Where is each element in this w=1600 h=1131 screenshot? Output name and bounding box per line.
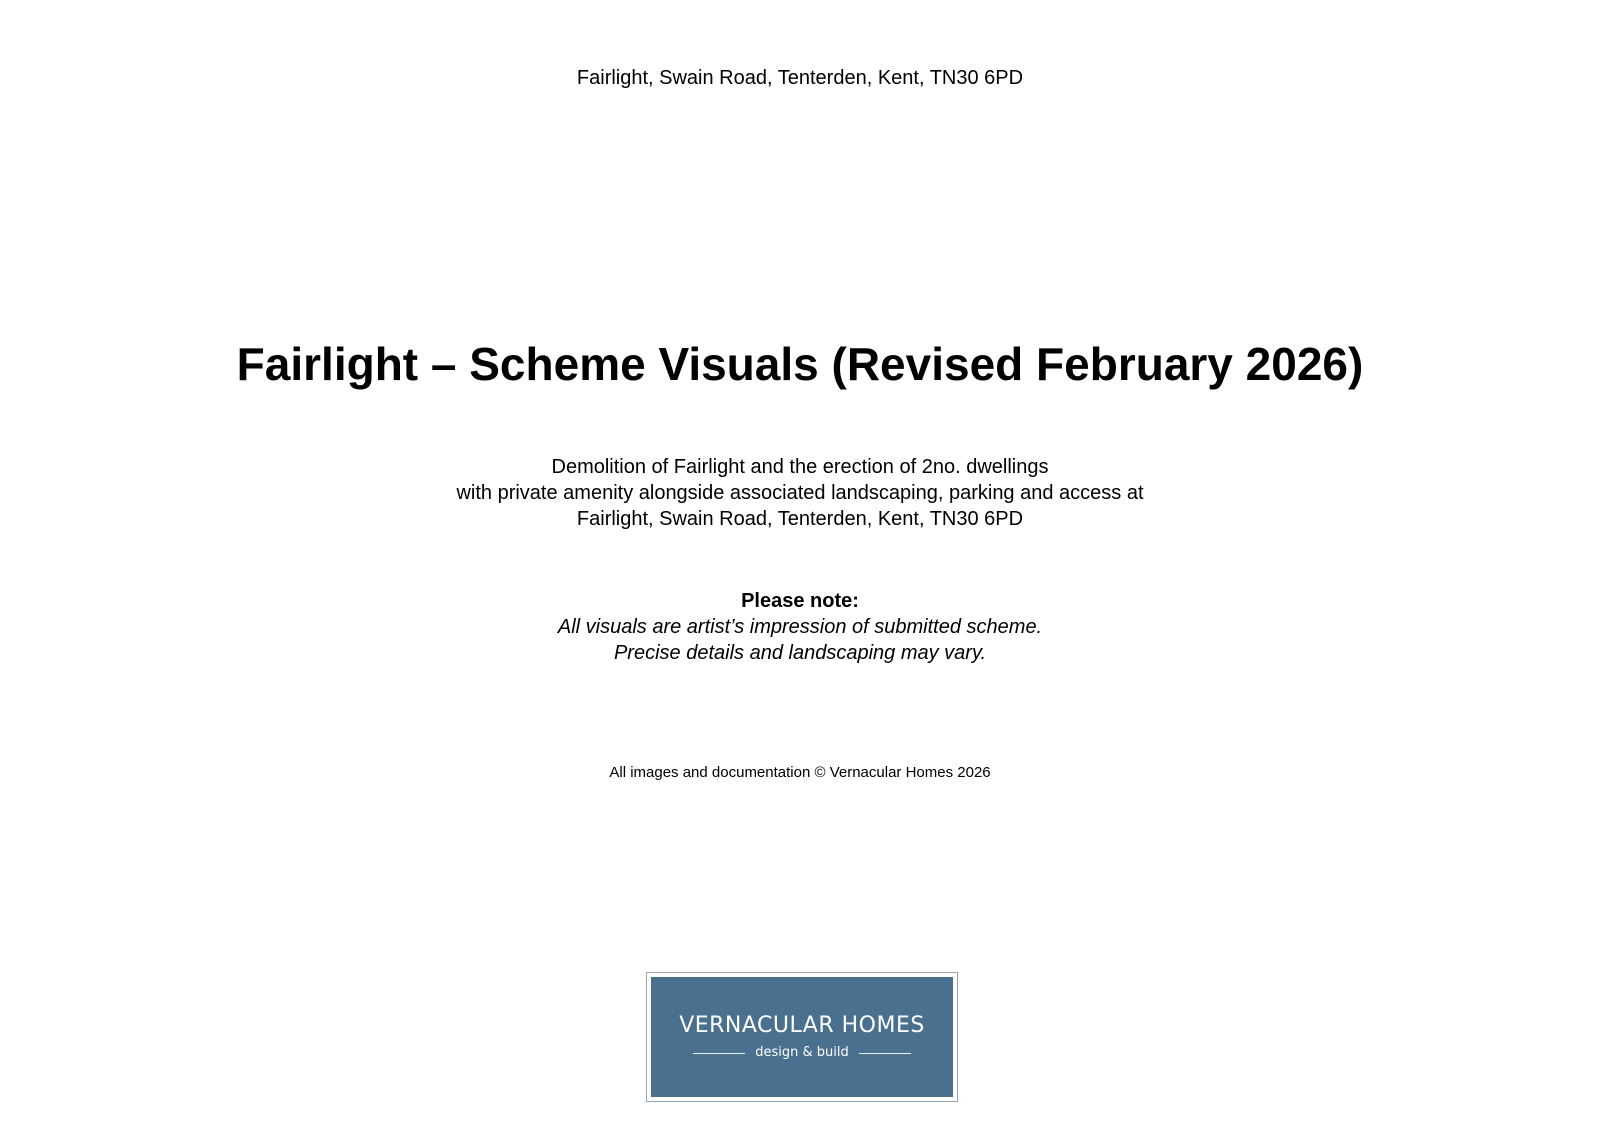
note-line: Precise details and landscaping may vary. (613, 642, 987, 664)
project-description (0, 454, 1600, 532)
description-line: with private amenity alongside associated landscaping, parking and access at (456, 482, 1144, 504)
please-note-block (0, 588, 1600, 666)
page-title: Fairlight – Scheme Visuals (Revised February 2026) (236, 338, 1364, 390)
logo-name: VERNACULAR HOMES (679, 1013, 925, 1038)
header-address: Fairlight, Swain Road, Tenterden, Kent, TN30 6PD (576, 67, 1024, 89)
description-line: Demolition of Fairlight and the erection of 2no. dwellings (551, 456, 1049, 478)
copyright-notice: All images and documentation © Vernacular Homes 2026 (609, 764, 991, 781)
logo-background (651, 977, 953, 1097)
description-line: Fairlight, Swain Road, Tenterden, Kent, TN30 6PD (576, 508, 1024, 530)
note-line: All visuals are artist’s impression of submitted scheme. (557, 616, 1043, 638)
logo-rule-right (859, 1053, 911, 1054)
logo-rule-left (693, 1053, 745, 1054)
vernacular-homes-logo (646, 972, 958, 1102)
note-heading: Please note: (741, 590, 859, 612)
logo-tagline-row (651, 1045, 953, 1061)
logo-tagline: design & build (755, 1045, 849, 1060)
